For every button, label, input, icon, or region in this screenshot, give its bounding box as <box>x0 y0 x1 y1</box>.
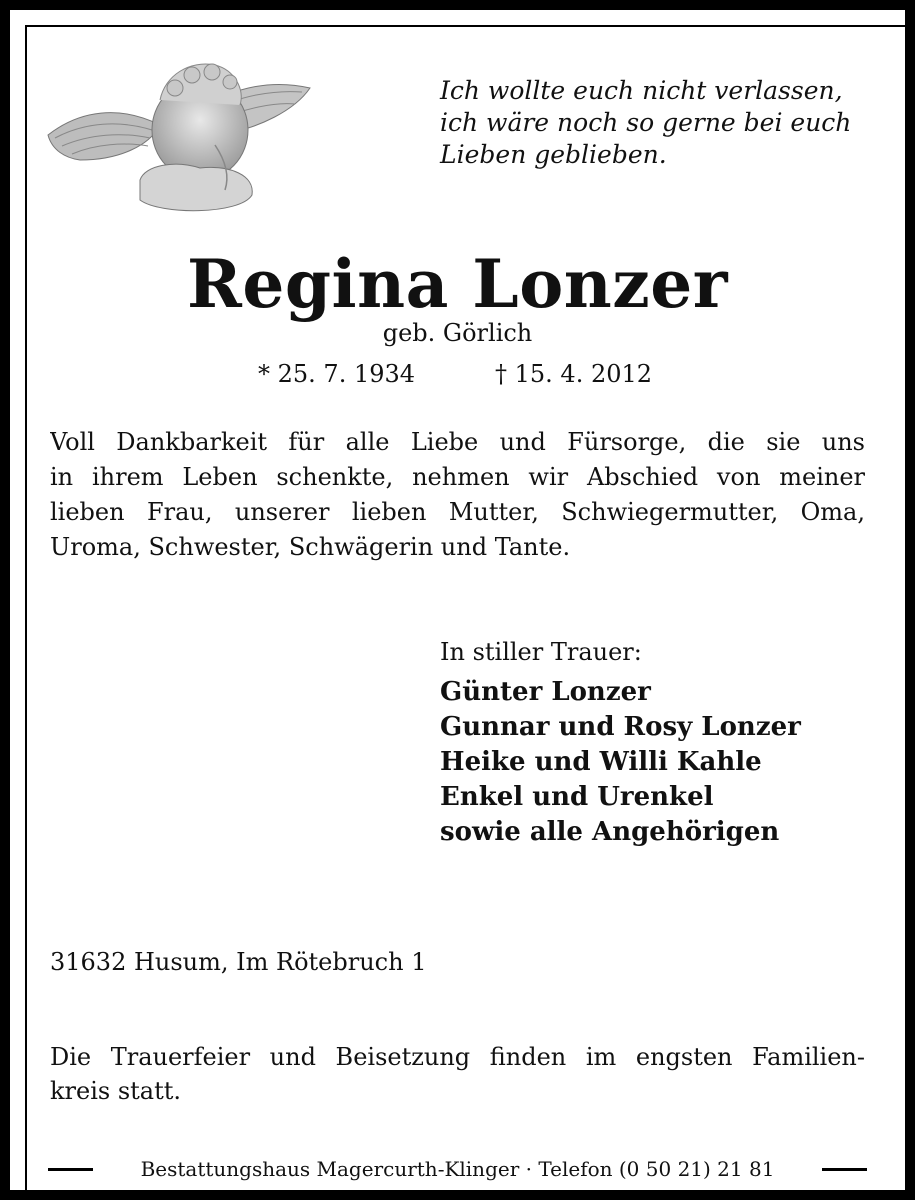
mourner-name: Heike und Willi Kahle <box>440 747 762 777</box>
deceased-name: Regina Lonzer <box>187 245 728 323</box>
cherub-angel-icon <box>40 50 315 220</box>
footer-rule <box>822 1168 867 1171</box>
footer-rule <box>48 1168 93 1171</box>
death-date: † 15. 4. 2012 <box>495 360 653 388</box>
ceremony-line: Die Trauerfeier und Beisetzung finden im engsten Familien- <box>50 1043 865 1071</box>
quote-line: Lieben geblieben. <box>440 140 667 169</box>
mourners-list <box>440 675 801 850</box>
intro-line: Uroma, Schwester, Schwägerin und Tante. <box>50 533 571 561</box>
intro-line: in ihrem Leben schenkte, nehmen wir Abschied von meiner <box>50 463 865 491</box>
quote-line: ich wäre noch so gerne bei euch <box>440 108 852 137</box>
birth-date: * 25. 7. 1934 <box>258 360 416 388</box>
intro-line: lieben Frau, unserer lieben Mutter, Schwiegermutter, Oma, <box>50 498 865 526</box>
mourner-name: sowie alle Angehörigen <box>440 817 780 847</box>
funeral-home-footer: Bestattungshaus Magercurth-Klinger · Telefon (0 50 21) 21 81 <box>140 1157 775 1181</box>
quote-line: Ich wollte euch nicht verlassen, <box>440 76 843 105</box>
ceremony-notice <box>50 1040 865 1108</box>
mourner-name: Günter Lonzer <box>440 677 651 707</box>
mourner-name: Gunnar und Rosy Lonzer <box>440 712 801 742</box>
mourning-label: In stiller Trauer: <box>440 638 642 666</box>
mourner-name: Enkel und Urenkel <box>440 782 714 812</box>
family-address: 31632 Husum, Im Rötebruch 1 <box>50 948 427 976</box>
intro-text <box>50 425 865 565</box>
intro-line: Voll Dankbarkeit für alle Liebe und Fürsorge, die sie uns <box>50 428 865 456</box>
birth-name: geb. Görlich <box>382 319 533 347</box>
memorial-quote <box>440 75 880 171</box>
ceremony-line: kreis statt. <box>50 1077 182 1105</box>
